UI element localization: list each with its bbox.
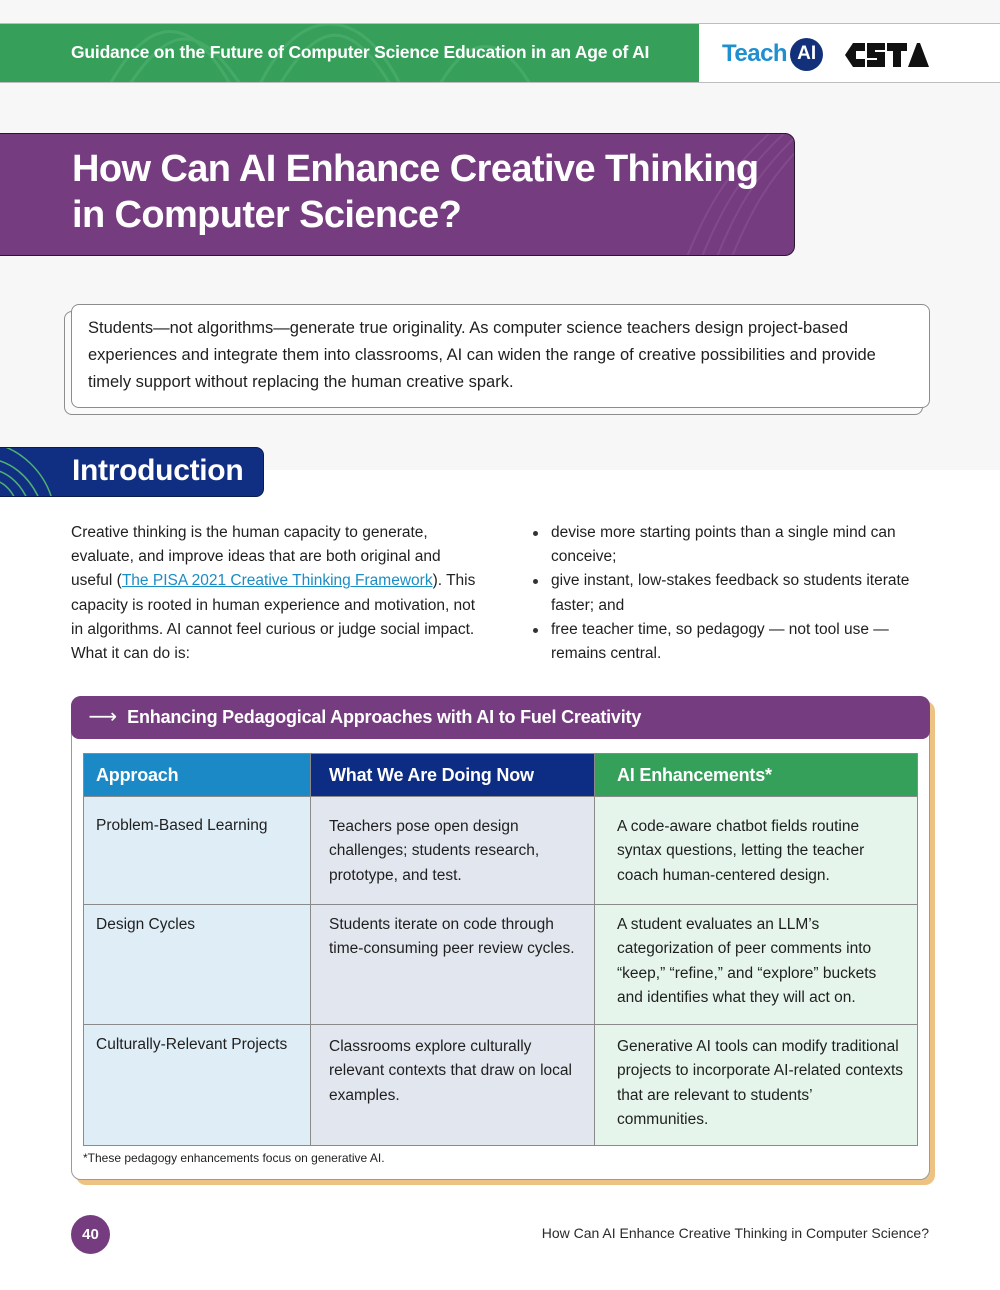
page-number-badge: 40 — [71, 1215, 110, 1254]
cell-now: Classrooms explore culturally relevant contexts that draw on local examples. — [311, 1025, 595, 1146]
column-header-ai: AI Enhancements* — [595, 754, 918, 797]
csta-logo-icon — [845, 43, 929, 67]
table-header-row — [84, 754, 918, 797]
cell-ai: Generative AI tools can modify traditional projects to incorporate AI-related contexts that are relevant to students’ communities. — [595, 1025, 918, 1146]
intro-paragraph — [71, 521, 481, 666]
csta-logo — [845, 43, 929, 72]
intro-text-part: ). This capacity is rooted in human experience and motivation, not in algorithms. AI cannot feel curious or judge social impact. What it can do is: — [71, 572, 476, 663]
table-card-header — [71, 696, 930, 739]
cell-approach: Problem-Based Learning — [84, 797, 311, 905]
intro-text-part: Creative thinking is the human capacity to generate, evaluate, and improve ideas that are both original and useful ( — [71, 524, 441, 590]
cell-approach: Culturally-Relevant Projects — [84, 1025, 311, 1146]
cell-now: Students iterate on code through time-consuming peer review cycles. — [311, 905, 595, 1025]
column-header-approach: Approach — [84, 754, 311, 797]
title-banner — [0, 133, 795, 256]
teachai-logo-circle: AI — [790, 38, 823, 71]
wave-pattern-icon — [0, 448, 71, 497]
cell-now: Teachers pose open design challenges; students research, prototype, and test. — [311, 797, 595, 905]
cell-ai: A code-aware chatbot fields routine syntax questions, letting the teacher coach human-centered design. — [595, 797, 918, 905]
table-row — [84, 905, 918, 1025]
column-header-now: What We Are Doing Now — [311, 754, 595, 797]
teachai-logo-word: Teach — [722, 40, 788, 67]
pedagogy-table — [83, 753, 918, 1146]
section-title: Introduction — [72, 454, 244, 487]
list-item: free teacher time, so pedagogy — not tool use — remains central. — [530, 618, 930, 666]
page-title: How Can AI Enhance Creative Thinking in Computer Science? — [72, 148, 759, 236]
table-row — [84, 797, 918, 905]
long-right-arrow-icon: ⟶ — [88, 706, 118, 728]
page-header — [0, 23, 1000, 83]
table-row — [84, 1025, 918, 1146]
teachai-logo — [722, 38, 823, 70]
running-footer-title: How Can AI Enhance Creative Thinking in Computer Science? — [541, 1225, 929, 1241]
list-item: devise more starting points than a single mind can conceive; — [530, 521, 930, 569]
callout-text: Students—not algorithms—generate true originality. As computer science teachers design project-based experiences and integrate them into classrooms, AI can widen the range of creative possibilities and provide timely support without replacing the human creative spark. — [88, 319, 876, 391]
header-green-band — [0, 24, 699, 82]
cell-ai: A student evaluates an LLM’s categorization of peer comments into “keep,” “refine,” and “explore” buckets and identifies what they will act on. — [595, 905, 918, 1025]
list-item: give instant, low-stakes feedback so students iterate faster; and — [530, 569, 930, 617]
intro-callout — [71, 304, 930, 408]
section-heading-introduction — [0, 447, 264, 497]
table-footnote: *These pedagogy enhancements focus on generative AI. — [83, 1151, 385, 1165]
header-title: Guidance on the Future of Computer Science Education in an Age of AI — [71, 42, 650, 62]
table-card-title: Enhancing Pedagogical Approaches with AI to Fuel Creativity — [127, 706, 642, 727]
cell-approach: Design Cycles — [84, 905, 311, 1025]
ai-capabilities-list — [530, 521, 930, 666]
pisa-framework-link[interactable]: The PISA 2021 Creative Thinking Framework — [121, 572, 433, 590]
pedagogy-table-card — [71, 696, 930, 1180]
